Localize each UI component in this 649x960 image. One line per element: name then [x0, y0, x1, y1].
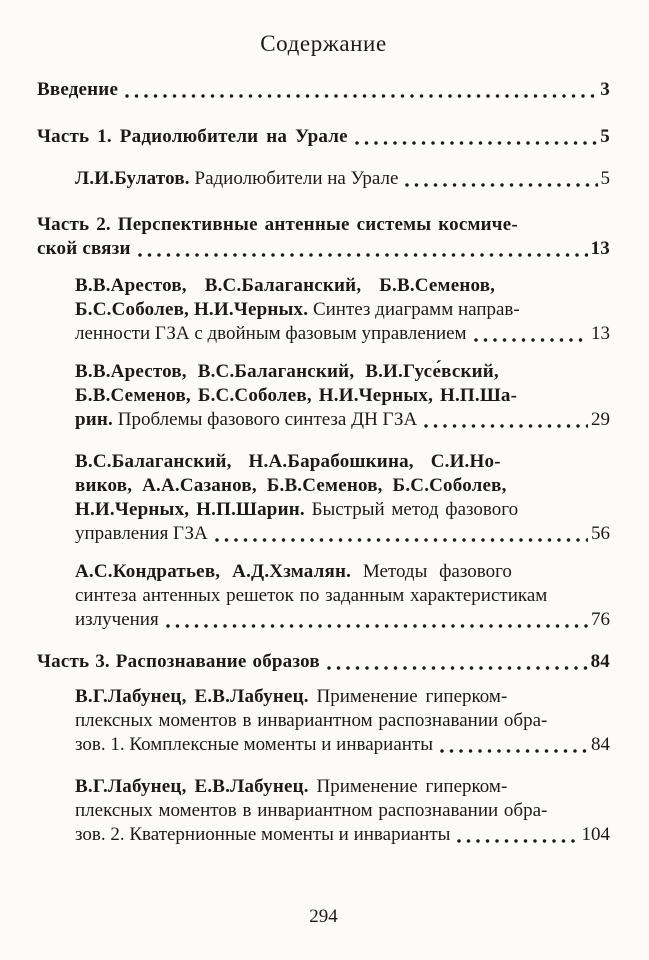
- page-number: 13: [591, 323, 610, 344]
- dotted-leader: [138, 237, 588, 261]
- toc-entry: [75, 560, 610, 632]
- toc-line: [75, 823, 610, 847]
- toc-title-text: Быстрый метод фазового: [304, 499, 519, 520]
- toc-title-text: Применение гиперком-: [308, 776, 508, 797]
- toc-title-text: зов. 1. Комплексные моменты и инварианты: [75, 734, 433, 755]
- toc-title-text: управления ГЗА: [75, 523, 208, 544]
- dotted-leader: [355, 125, 598, 149]
- dotted-leader: [457, 823, 578, 847]
- toc-entry: [75, 274, 610, 346]
- page-number: 13: [590, 238, 610, 259]
- dotted-leader: [405, 167, 597, 191]
- toc-line: [75, 799, 610, 823]
- toc-entry: [37, 650, 610, 674]
- toc-entry: [75, 167, 610, 191]
- toc-title-text: Методы фазового: [351, 561, 512, 582]
- toc-line-text: [75, 608, 159, 632]
- page-number: 29: [591, 409, 610, 430]
- page-number: 84: [590, 651, 610, 672]
- toc-entry: [75, 775, 610, 847]
- toc-line: [37, 78, 610, 102]
- toc-authors: Б.С.Соболев, Н.И.Черных.: [75, 299, 309, 320]
- toc-heading-text: Часть 2. Перспективные антенные системы космиче-: [37, 214, 518, 235]
- dotted-leader: [474, 322, 588, 346]
- toc-entry: [75, 450, 610, 546]
- page-number: 104: [581, 824, 610, 845]
- dotted-leader: [166, 608, 588, 632]
- toc-line-text: [75, 733, 433, 757]
- toc-entry: [37, 78, 610, 102]
- toc-heading-text: Часть 3. Распознавание образов: [37, 651, 320, 672]
- toc-line: [37, 125, 610, 149]
- toc-line-text: [37, 125, 348, 149]
- toc-line-text: [75, 823, 450, 847]
- toc-line: [37, 237, 610, 261]
- toc-title-text: излучения: [75, 609, 159, 630]
- toc-line: [75, 408, 610, 432]
- toc-line: [75, 498, 610, 522]
- toc-authors: В.Г.Лабунец, Е.В.Лабунец.: [75, 776, 309, 797]
- table-of-contents: [37, 78, 610, 847]
- toc-title-text: Радиолюбители на Урале: [189, 168, 399, 189]
- toc-line-text: [37, 650, 320, 674]
- toc-line: [75, 384, 610, 408]
- toc-authors: В.В.Арестов, В.С.Балаганский, В.И.Гусе́вский,: [75, 361, 499, 382]
- toc-line-text: [75, 408, 417, 432]
- toc-line: [75, 560, 610, 584]
- toc-line: [37, 213, 610, 237]
- toc-authors: В.В.Арестов, В.С.Балаганский, Б.В.Семенов,: [75, 275, 496, 296]
- toc-title-text: плексных моментов в инвариантном распознавании обра-: [75, 800, 548, 821]
- toc-title-text: синтеза антенных решеток по заданным характеристикам: [75, 585, 548, 606]
- toc-title-text: плексных моментов в инвариантном распознавании обра-: [75, 710, 548, 731]
- toc-line: [75, 360, 610, 384]
- dotted-leader: [125, 78, 597, 102]
- page-number: 56: [591, 523, 610, 544]
- page-number: 76: [591, 609, 610, 630]
- toc-line-text: [75, 522, 208, 546]
- toc-entry: [75, 360, 610, 432]
- toc-authors: рин.: [75, 409, 114, 430]
- toc-line: [75, 450, 610, 474]
- toc-title-text: Синтез диаграмм направ-: [308, 299, 520, 320]
- toc-entry: [37, 125, 610, 149]
- toc-title-text: Применение гиперком-: [308, 686, 508, 707]
- folio-page-number: 294: [309, 906, 338, 927]
- toc-line-text: [75, 167, 398, 191]
- toc-entry: [37, 213, 610, 261]
- toc-line-text: [37, 78, 118, 102]
- toc-line: [75, 584, 610, 608]
- toc-authors: В.Г.Лабунец, Е.В.Лабунец.: [75, 686, 309, 707]
- toc-authors: Л.И.Булатов.: [75, 168, 190, 189]
- page-title: Содержание: [260, 31, 387, 56]
- dotted-leader: [327, 650, 588, 674]
- toc-line: [75, 298, 610, 322]
- toc-line: [75, 733, 610, 757]
- toc-title-text: ленности ГЗА с двойным фазовым управлением: [75, 323, 467, 344]
- toc-line-text: [37, 237, 131, 261]
- page-number: 3: [600, 79, 610, 100]
- toc-title-text: зов. 2. Кватернионные моменты и инварианты: [75, 824, 451, 845]
- toc-entry: [75, 685, 610, 757]
- toc-authors: виков, А.А.Сазанов, Б.В.Семенов, Б.С.Соболев,: [75, 475, 507, 496]
- toc-line: [75, 522, 610, 546]
- toc-line: [75, 474, 610, 498]
- toc-line: [75, 709, 610, 733]
- toc-line: [75, 322, 610, 346]
- toc-authors: Н.И.Черных, Н.П.Шарин.: [75, 499, 305, 520]
- toc-line-text: [75, 322, 467, 346]
- page-number: 5: [600, 168, 610, 189]
- toc-heading-text: ской связи: [37, 238, 131, 259]
- dotted-leader: [440, 733, 588, 757]
- toc-line: [75, 685, 610, 709]
- dotted-leader: [215, 522, 588, 546]
- toc-authors: Б.В.Семенов, Б.С.Соболев, Н.И.Черных, Н.П.Ша-: [75, 385, 518, 406]
- toc-line: [37, 650, 610, 674]
- dotted-leader: [424, 408, 588, 432]
- toc-line: [75, 608, 610, 632]
- toc-line: [75, 274, 610, 298]
- toc-line: [75, 775, 610, 799]
- page-number: 5: [600, 126, 610, 147]
- toc-authors: В.С.Балаганский, Н.А.Барабошкина, С.И.Но-: [75, 451, 501, 472]
- toc-line: [75, 167, 610, 191]
- toc-title-text: Проблемы фазового синтеза ДН ГЗА: [113, 409, 418, 430]
- toc-authors: А.С.Кондратьев, А.Д.Хзмалян.: [75, 561, 352, 582]
- toc-heading-text: Часть 1. Радиолюбители на Урале: [37, 126, 348, 147]
- page-number: 84: [591, 734, 610, 755]
- toc-heading-text: Введение: [37, 79, 119, 100]
